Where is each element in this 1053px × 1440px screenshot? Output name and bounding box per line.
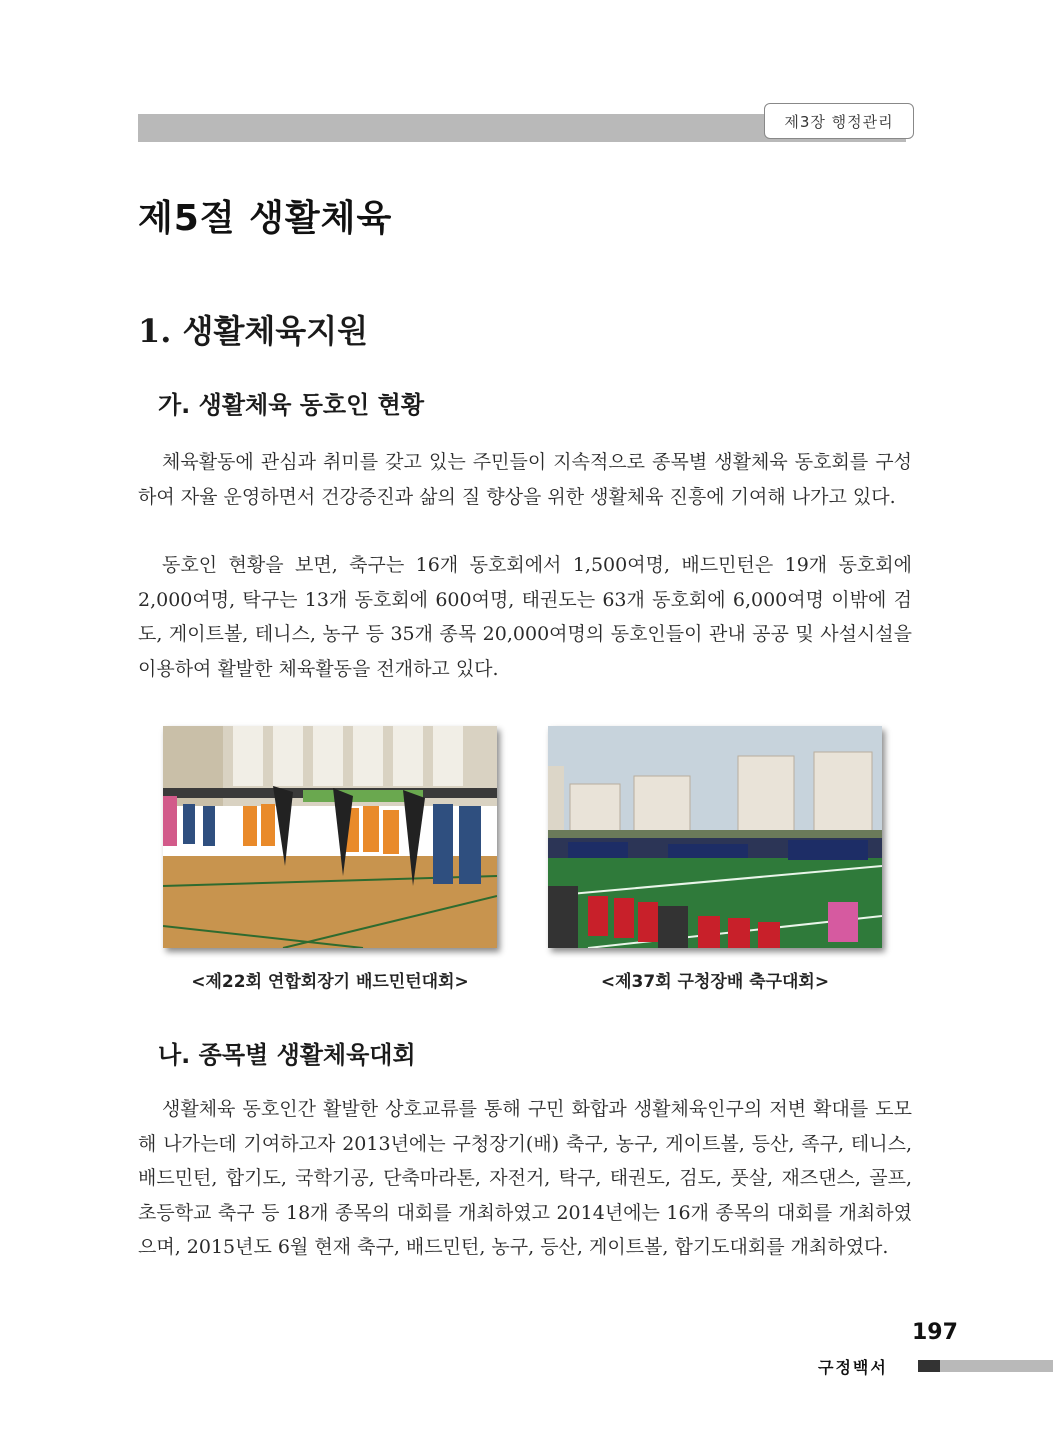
subsection-b-paragraph: 생활체육 동호인간 활발한 상호교류를 통해 구민 화합과 생활체육인구의 저변 확대를 도모해 나가는데 기여하고자 2013년에는 구청장기(배) 축구, 농구, 게이트볼, 등산, 족구, 테니스, 배드민턴, 합기도, 국학기공, 단축마라톤, 자전거, 탁구, 태권도, 검도, 풋살, 재즈댄스, 골프, 초등학교 축구 등 18개 종목의 대회를 개최하였고 2014년에는 16개 종목의 대회를 개최하였으며, 2015년도 6월 현재 축구, 배드민턴, 농구, 등산, 게이트볼, 합기도대회를 개최하였다.	[138, 1098, 912, 1258]
soccer-photo	[548, 726, 882, 948]
subsection-b-title: 나. 종목별 생활체육대회	[158, 1041, 416, 1069]
subsection-a-title: 가. 생활체육 동호인 현황	[158, 391, 425, 419]
subsection-a-paragraph-1: 체육활동에 관심과 취미를 갖고 있는 주민들이 지속적으로 종목별 생활체육 동호회를 구성하여 자율 운영하면서 건강증진과 삶의 질 향상을 위한 생활체육 진흥에 기여해 나가고 있다.	[138, 451, 912, 508]
section-title: 제5절 생활체육	[138, 198, 393, 239]
badminton-photo-caption: <제22회 연합회장기 배드민턴대회>	[191, 972, 469, 992]
subsection-a-paragraph-2: 동호인 현황을 보면, 축구는 16개 동호회에서 1,500여명, 배드민턴은 19개 동호회에 2,000여명, 탁구는 13개 동호회에 600여명, 태권도는 63개 동호회에 6,000여명 이밖에 검도, 게이트볼, 테니스, 농구 등 35개 종목 20,000여명의 동호인들이 관내 공공 및 사설시설을 이용하여 활발한 체육활동을 전개하고 있다.	[138, 554, 912, 680]
page-number: 197	[912, 1320, 958, 1345]
footer-bar-light	[940, 1360, 1053, 1372]
heading-1: 1. 생활체육지원	[138, 312, 369, 350]
chapter-tab: 제3장 행정관리	[764, 103, 914, 139]
soccer-photo-caption: <제37회 구청장배 축구대회>	[600, 972, 830, 992]
book-title: 구정백서	[818, 1358, 888, 1377]
badminton-photo	[163, 726, 497, 948]
footer-bar-dark	[918, 1360, 940, 1372]
